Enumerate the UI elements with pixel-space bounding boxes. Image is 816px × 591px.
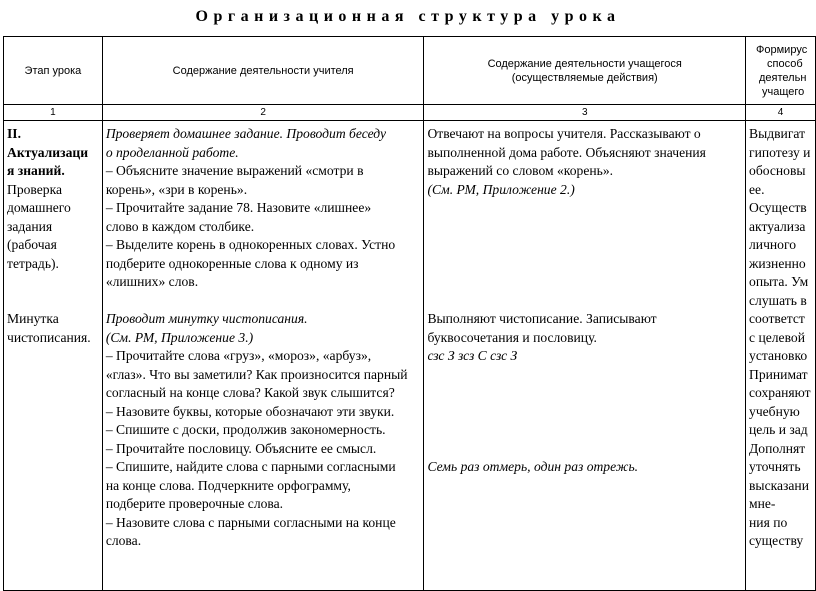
column-number: 1 [4,105,103,121]
teacher-line: корень», «зри в корень». [105,181,248,197]
student-line: выполненной дома работе. Объясняют значения [427,144,706,160]
formed-line: установко [749,348,808,363]
teacher-line: слово в каждом столбике. [105,218,255,234]
column-number-row [4,105,816,121]
proverb: Семь раз отмерь, один раз отрежь. [427,459,639,474]
header-formed-line: деятельн [759,71,807,84]
stage-line: (рабочая [7,237,57,252]
stage-cell [4,121,103,591]
stage-heading: я знаний. [7,163,65,178]
lesson-structure-table [3,36,816,591]
stage-line: тетрадь). [7,255,59,271]
teacher-minute-line: согласный на конце слова? Какой звук слышится? [105,385,395,400]
header-formed-methods [746,37,816,105]
header-student-line: (осуществляемые действия) [511,71,658,84]
teacher-activity-cell [102,121,424,591]
column-number: 4 [746,105,816,121]
header-formed-line: Формирус [756,43,808,56]
formed-line: гипотезу и [749,144,811,160]
student-activity-cell [424,121,746,591]
formed-line: ния по [749,514,788,530]
formed-line: цель и зад [749,422,808,437]
formed-line: уточнять [749,459,801,474]
teacher-intro-line: о проделанной работе. [105,144,239,160]
lesson-stage-row [4,121,816,591]
student-line: выражений со словом «корень». [427,163,614,178]
header-stage: Этап урока [4,37,103,105]
formed-line: сохраняют [749,385,811,400]
letter-pattern: сзс З зсз С сзс З [427,348,518,363]
stage-heading: II. [7,126,21,141]
formed-line: Принимат [749,366,808,382]
stage-line: Проверка [7,181,63,197]
student-minute-line: буквосочетания и пословицу. [427,329,597,345]
page-title: Организационная структура урока [195,8,621,25]
formed-line: соответст [749,311,805,326]
formed-line: жизненно [749,255,806,271]
teacher-minute-line: – Спишите, найдите слова с парными согласными [105,459,396,474]
teacher-line: «лишних» слов. [105,274,199,289]
formed-line: с целевой [749,329,805,345]
minute-stage-line: Минутка [7,311,59,326]
formed-line: ее. [749,181,765,197]
header-teacher-activity: Содержание деятельности учителя [102,37,424,105]
formed-line: Выдвигат [749,126,806,141]
teacher-intro-line: Проверяет домашнее задание. Проводит беседу [105,126,387,141]
stage-heading: Актуализаци [7,144,89,160]
header-student-line: Содержание деятельности учащегося [487,57,682,70]
header-student-activity [424,37,746,105]
teacher-line: – Прочитайте задание 78. Назовите «лишнее» [105,200,372,215]
stage-line: задания [7,218,53,234]
teacher-minute-line: подберите проверочные слова. [105,496,284,511]
header-formed-line: учащего [762,85,805,98]
student-line: Отвечают на вопросы учителя. Рассказывают о [427,126,701,141]
formed-line: опыта. Ум [749,274,809,289]
formed-line: мне- [749,496,776,511]
formed-methods-cell [746,121,816,591]
formed-line: слушать в [749,292,807,308]
teacher-minute-line: – Прочитайте пословицу. Объясните ее смысл. [105,440,377,456]
teacher-line: подберите однокоренные слова к одному из [105,255,359,271]
stage-line: домашнего [7,200,71,215]
teacher-minute-intro-line: (См. РМ, Приложение 3.) [105,329,254,345]
teacher-minute-line: – Прочитайте слова «груз», «мороз», «арбуз», [105,348,372,363]
student-reference: (См. РМ, Приложение 2.) [427,181,575,197]
formed-line: учебную [749,403,800,419]
teacher-minute-line: на конце слова. Подчеркните орфограмму, [105,477,351,493]
formed-line: обосновы [749,163,806,178]
header-formed-line: способ [767,57,803,70]
header-row [4,37,816,105]
student-minute-line: Выполняют чистописание. Записывают [427,311,657,326]
formed-line: существу [749,533,804,548]
teacher-line: – Объясните значение выражений «смотри в [105,163,364,178]
teacher-minute-line: – Назовите буквы, которые обозначают эти звуки. [105,403,395,419]
teacher-minute-line: «глаз». Что вы заметили? Как произносится парный [105,366,408,382]
teacher-minute-line: – Спишите с доски, продолжив закономерность. [105,422,386,437]
formed-line: Осуществ [749,200,807,215]
teacher-line: – Выделите корень в однокоренных словах. Устно [105,237,396,252]
formed-line: личного [749,237,797,252]
minute-stage-line: чистописания. [7,329,91,345]
formed-line: высказани [749,477,809,493]
column-number: 3 [424,105,746,121]
formed-line: актуализа [749,218,806,234]
teacher-minute-intro-line: Проводит минутку чистописания. [105,311,308,326]
teacher-minute-line: слова. [105,533,142,548]
column-number: 2 [102,105,424,121]
teacher-minute-line: – Назовите слова с парными согласными на конце [105,514,396,530]
formed-line: Дополнят [749,440,806,456]
